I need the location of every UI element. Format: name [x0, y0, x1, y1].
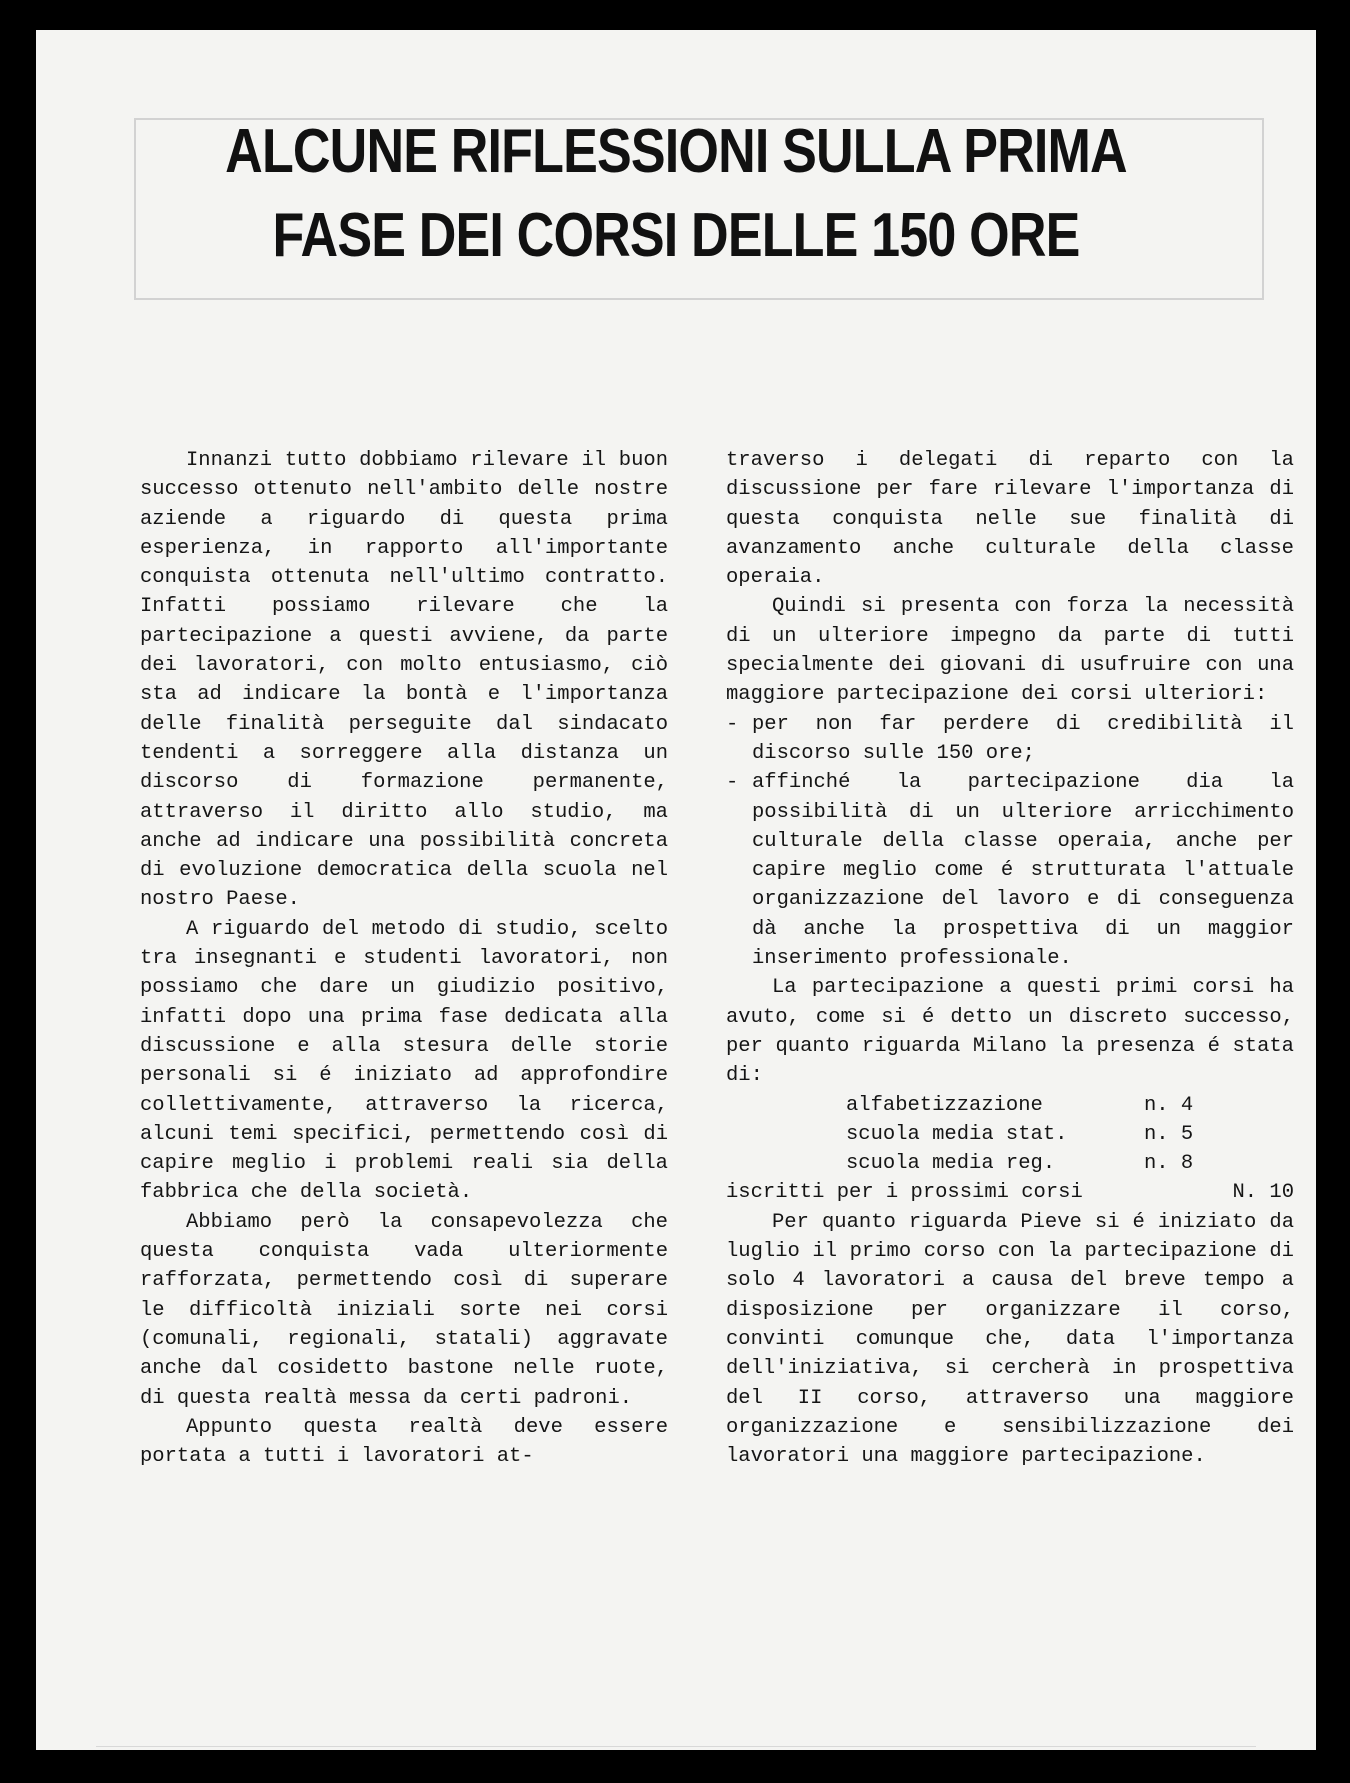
article-title — [189, 110, 1163, 278]
dash-marker: - — [726, 712, 739, 736]
paragraph: La partecipazione a questi primi corsi ha avuto, come si é detto un discreto successo, per quanto riguarda Milano la presenza é stata di: — [726, 976, 1294, 1088]
paragraph: Quindi si presenta con forza la necessità di un ulteriore impegno da parte di tutti specialmente dei giovani di usufruire con una maggiore partecipazione dei corsi ulteriori: — [726, 595, 1294, 707]
dash-marker: - — [726, 771, 739, 795]
list-item: - affinché la partecipazione dia la possibilità di un ulteriore arricchimento culturale della classe operaia, anche per capire meglio come é strutturata l'attuale organizzazione del lavoro e di conseguenza dà anche la prospettiva di un maggior inserimento professionale. — [726, 768, 1294, 973]
left-column — [140, 446, 668, 1471]
title-line-1: ALCUNE RIFLESSIONI SULLA PRIMA — [225, 117, 1127, 186]
course-row: scuola media stat. n. 5 — [846, 1122, 1194, 1146]
paragraph: Appunto questa realtà deve essere portata a tutti i lavoratori at- — [140, 1415, 668, 1469]
list-item: - per non far perdere di credibilità il discorso sulle 150 ore; — [726, 710, 1294, 769]
paragraph: traverso i delegati di reparto con la discussione per fare rilevare l'importanza di questa conquista nelle sue finalità di avanzamento anche culturale della classe operaia. — [726, 449, 1294, 590]
paragraph: Innanzi tutto dobbiamo rilevare il buon successo ottenuto nell'ambito delle nostre aziende a riguardo di questa prima esperienza, in rapporto all'importante conquista ottenuta nell'ultimo contratto. Infatti possiamo rilevare che la partecipazione a questi avviene, da parte dei lavoratori, con molto entusiasmo, ciò sta ad indicare la bontà e l'importanza delle finalità perseguite dal sindacato tendenti a sorreggere alla distanza un discorso di formazione permanente, attraverso il diritto allo studio, ma anche ad indicare una possibilità concreta di evoluzione democratica della scuola nel nostro Paese. — [140, 449, 668, 912]
upcoming-count-row: iscritti per i prossimi corsi N. 10 — [726, 1181, 1294, 1205]
title-line-2: FASE DEI CORSI DELLE 150 ORE — [272, 201, 1080, 270]
paragraph: A riguardo del metodo di studio, scelto tra insegnanti e studenti lavoratori, non possiamo che dare un giudizio positivo, infatti dopo una prima fase dedicata alla discussione e alla stesura delle storie personali si é iniziato ad approfondire collettivamente, attraverso la ricerca, alcuni temi specifici, permettendo così di capire meglio i problemi reali sia della fabbrica che della società. — [140, 917, 668, 1205]
show-through-rule — [96, 1746, 1256, 1747]
right-column — [726, 446, 1294, 1471]
document-page — [36, 30, 1316, 1750]
course-row: scuola media reg. n. 8 — [846, 1152, 1194, 1176]
paragraph: Abbiamo però la consapevolezza che questa conquista vada ulteriormente rafforzata, permettendo così di superare le difficoltà iniziali sorte nei corsi (comunali, regionali, statali) aggravate anche dal cosidetto bastone nelle ruote, di questa realtà messa da certi padroni. — [140, 1210, 668, 1410]
paragraph: Per quanto riguarda Pieve si é iniziato da luglio il primo corso con la partecipazione di solo 4 lavoratori a causa del breve tempo a disposizione per organizzare il corso, convinti comunque che, data l'importanza dell'iniziativa, si cercherà in prospettiva del II corso, attraverso una maggiore organizzazione e sensibilizzazione dei lavoratori una maggiore partecipazione. — [726, 1210, 1294, 1469]
course-row: alfabetizzazione n. 4 — [846, 1093, 1194, 1117]
